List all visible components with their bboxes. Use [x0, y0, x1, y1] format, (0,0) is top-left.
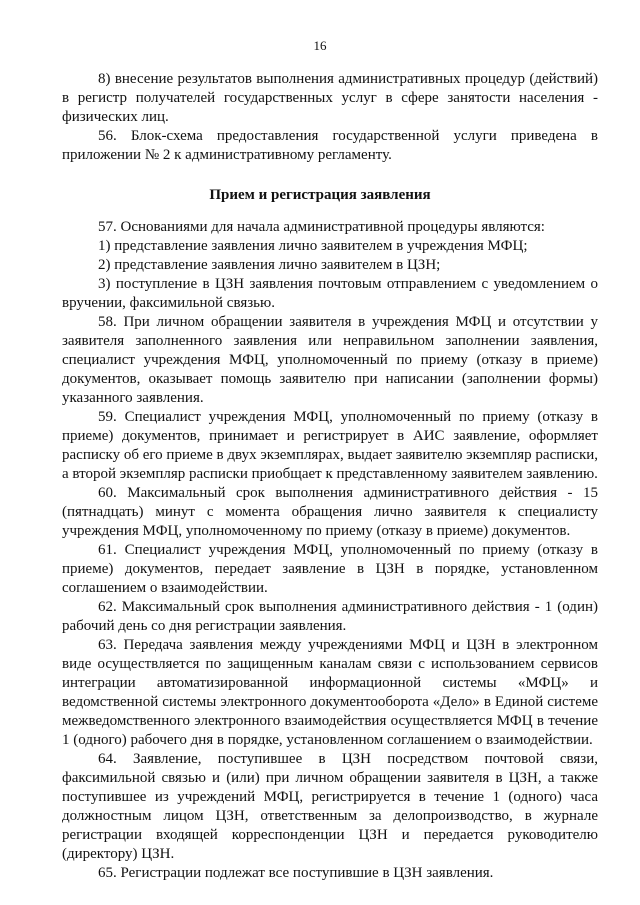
paragraph-64: 64. Заявление, поступившее в ЦЗН посредством почтовой связи, факсимильной связью и (или) при личном обращении заявителя в ЦЗН, а также поступившее из учреждений МФЦ, регистрируется в течение 1 (одного) часа должностным лицом ЦЗН, ответственным за делопроизводство, в журнале регистрации входящей корреспонденции ЦЗН и передается руководителю (директору) ЦЗН. — [62, 751, 598, 862]
section-heading: Прием и регистрация заявления — [209, 187, 431, 203]
paragraph-65: 65. Регистрации подлежат все поступившие в ЦЗН заявления. — [98, 865, 494, 881]
page-number: 16 — [313, 38, 327, 53]
intro-block — [62, 70, 598, 165]
paragraph-59: 59. Специалист учреждения МФЦ, уполномоченный по приему (отказу в приеме) документов, принимает и регистрирует в АИС заявление, оформляет расписку об его приеме в двух экземплярах, выдает заявителю экземпляр расписки, а второй экземпляр расписки приобщает к представленному заявителем заявлению. — [62, 409, 599, 482]
section-body — [62, 218, 598, 883]
paragraph-56: 56. Блок-схема предоставления государственной услуги приведена в приложении № 2 к административному регламенту. — [62, 128, 598, 163]
paragraph-63: 63. Передача заявления между учреждениями МФЦ и ЦЗН в электронном виде осуществляется по защищенным каналам связи с использованием сервисов интеграции автоматизированной информационной системы «МФЦ» и ведомственной системы электронного документооборота «Дело» в Единой системе межведомственного электронного взаимодействия осуществляется МФЦ в течение 1 (одного) рабочего дня в порядке, установленном соглашением о взаимодействии. — [62, 637, 598, 748]
paragraph-57-item-3: 3) поступление в ЦЗН заявления почтовым отправлением с уведомлением о вручении, факсимильной связью. — [62, 276, 598, 311]
paragraph-57: 57. Основаниями для начала административной процедуры являются: — [98, 219, 545, 235]
paragraph-58: 58. При личном обращении заявителя в учреждения МФЦ и отсутствии у заявителя заполненного заявления или неправильном заполнении заявления, специалист учреждения МФЦ, уполномоченный по приему (отказу в приеме) документов, оказывает помощь заявителю при написании (заполнении формы) указанного заявления. — [62, 314, 598, 406]
paragraph-62: 62. Максимальный срок выполнения административного действия - 1 (один) рабочий день со дня регистрации заявления. — [62, 599, 598, 634]
paragraph-57-item-2: 2) представление заявления лично заявителем в ЦЗН; — [98, 257, 441, 273]
paragraph-60: 60. Максимальный срок выполнения административного действия - 15 (пятнадцать) минут с момента обращения лично заявителя к специалисту учреждения МФЦ, уполномоченному по приему (отказу в приеме) документов. — [62, 485, 598, 539]
paragraph-61: 61. Специалист учреждения МФЦ, уполномоченный по приему (отказу в приеме) документов, передает заявление в ЦЗН в порядке, установленном соглашением о взаимодействии. — [62, 542, 598, 596]
paragraph-57-item-1: 1) представление заявления лично заявителем в учреждения МФЦ; — [98, 238, 528, 254]
paragraph-8: 8) внесение результатов выполнения административных процедур (действий) в регистр получателей государственных услуг в сфере занятости населения - физических лиц. — [62, 71, 598, 125]
